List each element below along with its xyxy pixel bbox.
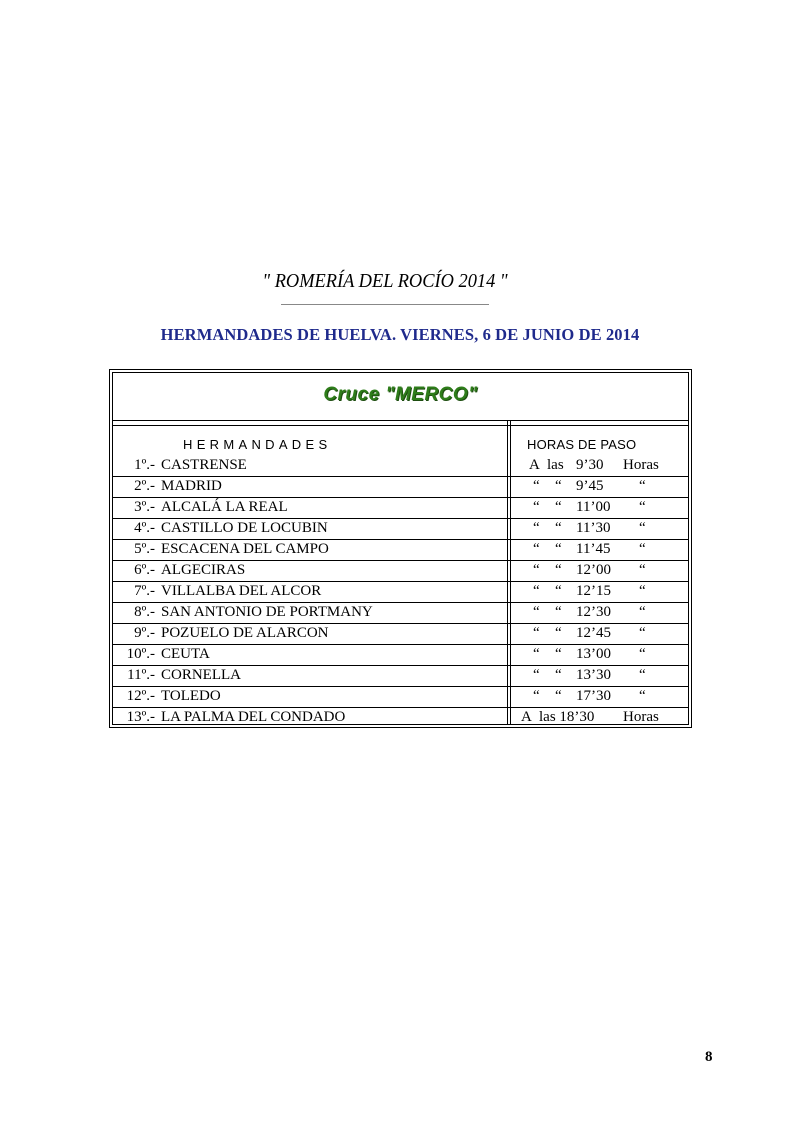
time-mid: las 18’30	[539, 709, 595, 725]
time-suffix: “	[639, 520, 646, 536]
time-mid: “	[555, 604, 562, 620]
row-order: 1º.-	[134, 457, 155, 473]
table-row-name	[113, 644, 507, 665]
time-time: 12’15	[576, 583, 611, 599]
hermandad-name: CASTILLO DE LOCUBIN	[161, 520, 328, 536]
time-prefix: “	[533, 625, 540, 641]
time-mid: “	[555, 478, 562, 494]
row-order: 3º.-	[134, 499, 155, 515]
time-mid: “	[555, 541, 562, 557]
table-row-name	[113, 665, 507, 686]
hermandad-name: MADRID	[161, 478, 222, 494]
time-suffix: “	[639, 625, 646, 641]
time-mid: “	[555, 583, 562, 599]
row-order: 2º.-	[134, 478, 155, 494]
time-prefix: “	[533, 646, 540, 662]
time-suffix: “	[639, 562, 646, 578]
time-time: 13’30	[576, 667, 611, 683]
time-suffix: “	[639, 688, 646, 704]
hermandad-name: POZUELO DE ALARCON	[161, 625, 329, 641]
time-suffix: “	[639, 583, 646, 599]
table-row-name	[113, 539, 507, 560]
time-suffix: “	[639, 499, 646, 515]
time-mid: “	[555, 625, 562, 641]
title-underline	[281, 304, 489, 305]
column-divider	[507, 420, 508, 724]
row-order: 7º.-	[134, 583, 155, 599]
hermandad-name: ALCALÁ LA REAL	[161, 499, 288, 515]
hermandad-name: SAN ANTONIO DE PORTMANY	[161, 604, 373, 620]
time-prefix: A	[529, 457, 540, 473]
column-header-hermandades: HERMANDADES	[183, 437, 332, 452]
row-order: 10º.-	[126, 646, 155, 662]
hermandad-name: LA PALMA DEL CONDADO	[161, 709, 346, 725]
time-prefix: “	[533, 478, 540, 494]
hermandad-name: CEUTA	[161, 646, 210, 662]
hermandad-name: ALGECIRAS	[161, 562, 246, 578]
time-suffix: “	[639, 478, 646, 494]
document-title: " ROMERÍA DEL ROCÍO 2014 "	[262, 270, 508, 292]
time-suffix: “	[639, 541, 646, 557]
table-row-name	[113, 581, 507, 602]
table-row-name	[113, 560, 507, 581]
row-order: 13º.-	[126, 709, 155, 725]
time-suffix: Horas	[623, 457, 659, 473]
row-order: 5º.-	[134, 541, 155, 557]
row-order: 6º.-	[134, 562, 155, 578]
table-row-name	[113, 476, 507, 497]
time-time: 12’45	[576, 625, 611, 641]
column-header-horas: HORAS DE PASO	[527, 437, 637, 452]
row-order: 8º.-	[134, 604, 155, 620]
time-prefix: A	[521, 709, 532, 725]
time-time: 11’00	[576, 499, 611, 515]
time-prefix: “	[533, 583, 540, 599]
column-divider	[510, 420, 511, 724]
table-row-name	[113, 686, 507, 707]
time-prefix: “	[533, 520, 540, 536]
table-row-name	[113, 497, 507, 518]
table-row-name	[113, 623, 507, 644]
time-time: 11’30	[576, 520, 611, 536]
row-order: 4º.-	[134, 520, 155, 536]
document-subtitle: HERMANDADES DE HUELVA. VIERNES, 6 DE JUNIO DE 2014	[160, 325, 640, 344]
hermandad-name: CASTRENSE	[161, 457, 247, 473]
time-time: 13’00	[576, 646, 611, 662]
time-time: 17’30	[576, 688, 611, 704]
time-prefix: “	[533, 499, 540, 515]
table-row-name	[113, 602, 507, 623]
schedule-table	[109, 369, 692, 728]
table-row-name	[113, 707, 507, 728]
hermandad-name: ESCACENA DEL CAMPO	[161, 541, 329, 557]
time-suffix: “	[639, 667, 646, 683]
hermandad-name: CORNELLA	[161, 667, 241, 683]
hermandad-name: VILLALBA DEL ALCOR	[161, 583, 322, 599]
time-suffix: “	[639, 604, 646, 620]
time-mid: “	[555, 688, 562, 704]
time-prefix: “	[533, 541, 540, 557]
row-order: 11º.-	[127, 667, 155, 683]
row-order: 12º.-	[126, 688, 155, 704]
row-order: 9º.-	[134, 625, 155, 641]
time-suffix: Horas	[623, 709, 659, 725]
time-prefix: “	[533, 667, 540, 683]
time-prefix: “	[533, 688, 540, 704]
time-mid: “	[555, 499, 562, 515]
time-mid: “	[555, 667, 562, 683]
location-header	[113, 373, 688, 421]
table-row-name	[113, 518, 507, 539]
time-time: 9’30	[576, 457, 604, 473]
time-prefix: “	[533, 604, 540, 620]
time-suffix: “	[639, 646, 646, 662]
time-time: 9’45	[576, 478, 604, 494]
schedule-table-inner	[112, 372, 689, 725]
table-row-name	[113, 455, 507, 476]
time-time: 11’45	[576, 541, 611, 557]
hermandad-name: TOLEDO	[161, 688, 221, 704]
time-time: 12’30	[576, 604, 611, 620]
time-time: 12’00	[576, 562, 611, 578]
time-mid: “	[555, 520, 562, 536]
time-prefix: “	[533, 562, 540, 578]
time-mid: “	[555, 646, 562, 662]
location-label: Cruce "MERCO"	[323, 383, 478, 405]
time-mid: “	[555, 562, 562, 578]
page-number: 8	[705, 1049, 713, 1065]
time-mid: las	[547, 457, 564, 473]
